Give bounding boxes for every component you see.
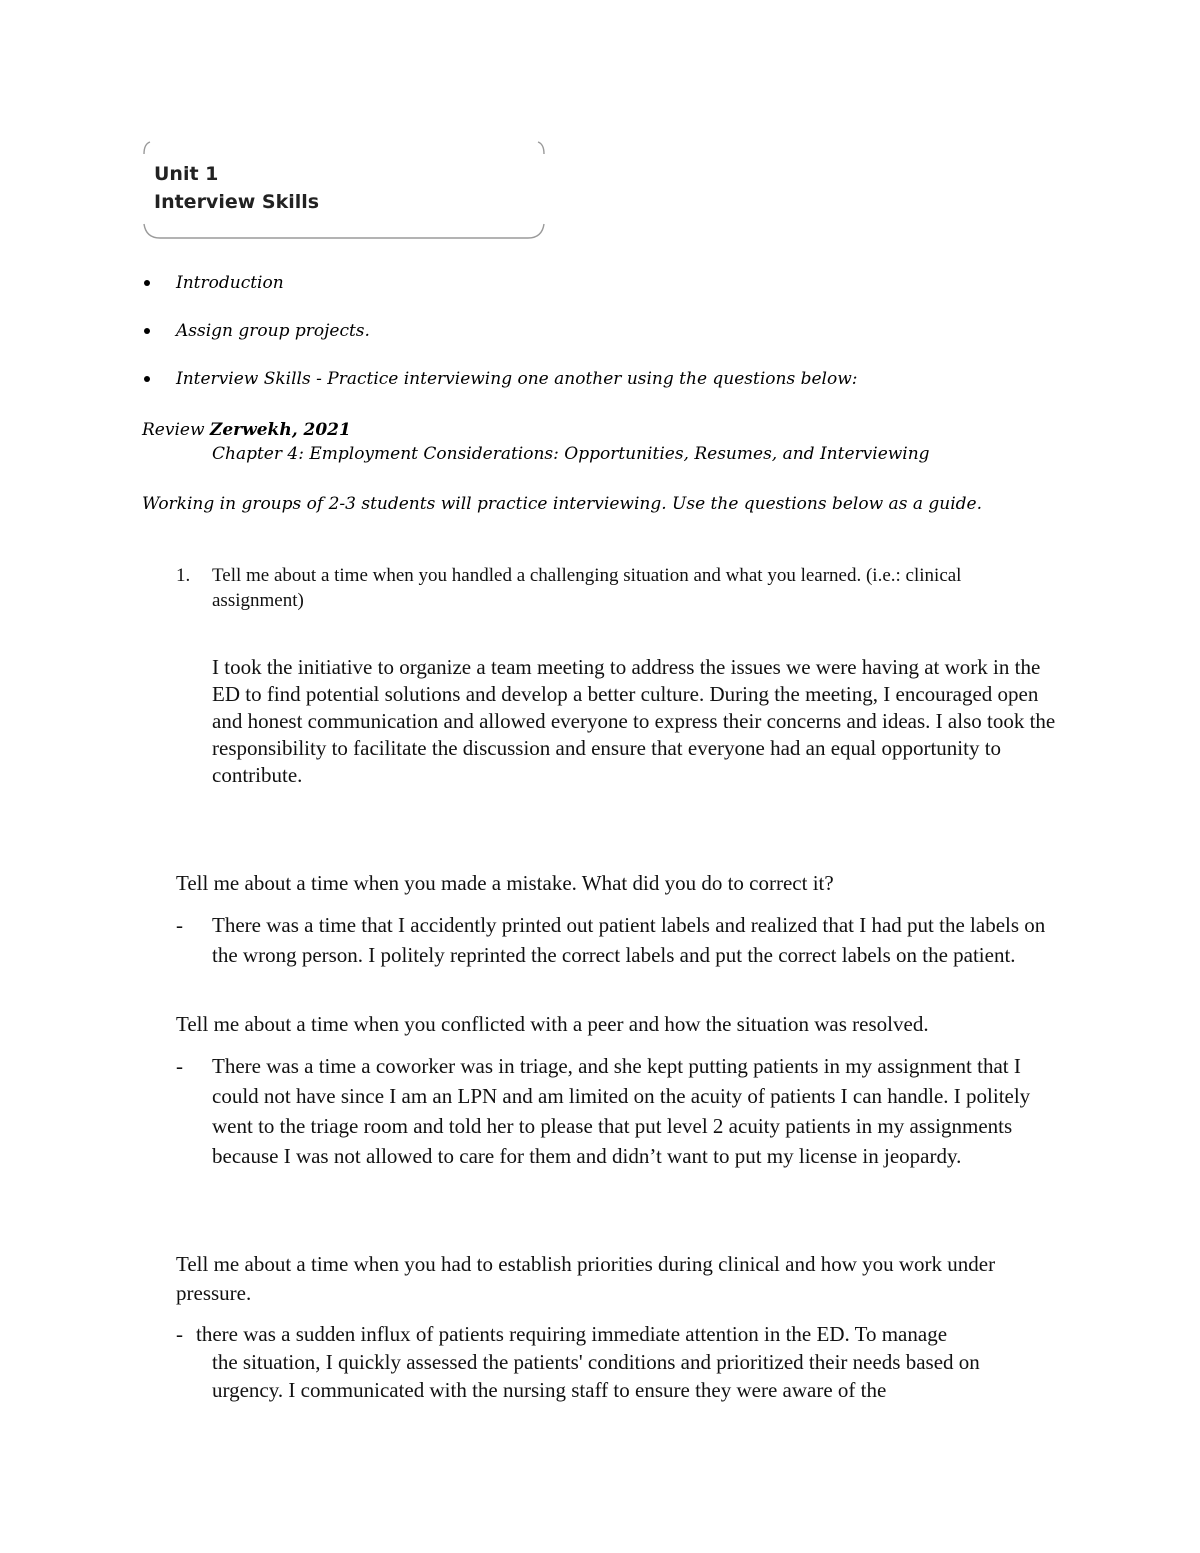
- agenda-list: [142, 270, 858, 414]
- answer-first-line: there was a sudden influx of patients requiring immediate attention in the ED. To manage: [196, 1322, 948, 1346]
- question-2: Tell me about a time when you made a mistake. What did you do to correct it?: [176, 871, 834, 895]
- answer-text: [196, 1320, 1056, 1404]
- review-prefix: Review: [142, 420, 210, 440]
- list-item: Introduction: [142, 270, 858, 318]
- page-title: Interview Skills: [154, 191, 320, 213]
- list-item: Interview Skills - Practice interviewing one another using the questions below:: [142, 366, 858, 414]
- list-item: Assign group projects.: [142, 318, 858, 366]
- unit-number: Unit 1: [154, 163, 219, 185]
- dash-marker: -: [176, 1054, 183, 1078]
- group-instructions: Working in groups of 2-3 students will practice interviewing. Use the questions below as a guide.: [142, 494, 982, 514]
- unit-header-box: [142, 140, 546, 240]
- dash-marker: -: [176, 913, 183, 937]
- question-number: 1.: [176, 565, 191, 586]
- bullet-icon: [144, 328, 150, 334]
- bullet-icon: [144, 280, 150, 286]
- answer-4: [176, 1320, 1056, 1404]
- answer-1: I took the initiative to organize a team meeting to address the issues we were having at work in the ED to find potential solutions and develop a better culture. During the meeting, I encouraged open and honest communication and allowed everyone to express their concerns and ideas. I also took the responsibility to facilitate the discussion and ensure that everyone had an equal opportunity to contribute.: [212, 655, 1056, 787]
- bullet-icon: [144, 376, 150, 382]
- question-4: Tell me about a time when you had to establish priorities during clinical and how you work under pressure.: [176, 1252, 996, 1305]
- chapter-reference: Chapter 4: Employment Considerations: Opportunities, Resumes, and Interviewing: [212, 444, 930, 464]
- answer-3: [176, 1051, 1066, 1171]
- answer-2: [176, 910, 1066, 970]
- review-line: [142, 418, 351, 442]
- dash-marker: -: [176, 1322, 183, 1346]
- answer-text: There was a time that I accidently printed out patient labels and realized that I had put the labels on the wrong person. I politely reprinted the correct labels and put the correct labels on the patient.: [212, 913, 1046, 967]
- unit-title: [154, 160, 319, 216]
- question-text: Tell me about a time when you handled a challenging situation and what you learned. (i.e.: clinical assignment): [212, 565, 962, 611]
- question-3: Tell me about a time when you conflicted with a peer and how the situation was resolved.: [176, 1012, 929, 1036]
- review-reference: Zerwekh, 2021: [209, 420, 351, 440]
- answer-continuation: the situation, I quickly assessed the patients' conditions and prioritized their needs based on urgency. I communicated with the nursing staff to ensure they were aware of the: [212, 1350, 980, 1402]
- answer-text: There was a time a coworker was in triage, and she kept putting patients in my assignment that I could not have since I am an LPN and am limited on the acuity of patients I can handle. I politely went to the triage room and told her to please that put level 2 acuity patients in my assignments because I was not allowed to care for them and didn’t want to put my license in jeopardy.: [212, 1054, 1031, 1168]
- question-1: [176, 563, 1036, 613]
